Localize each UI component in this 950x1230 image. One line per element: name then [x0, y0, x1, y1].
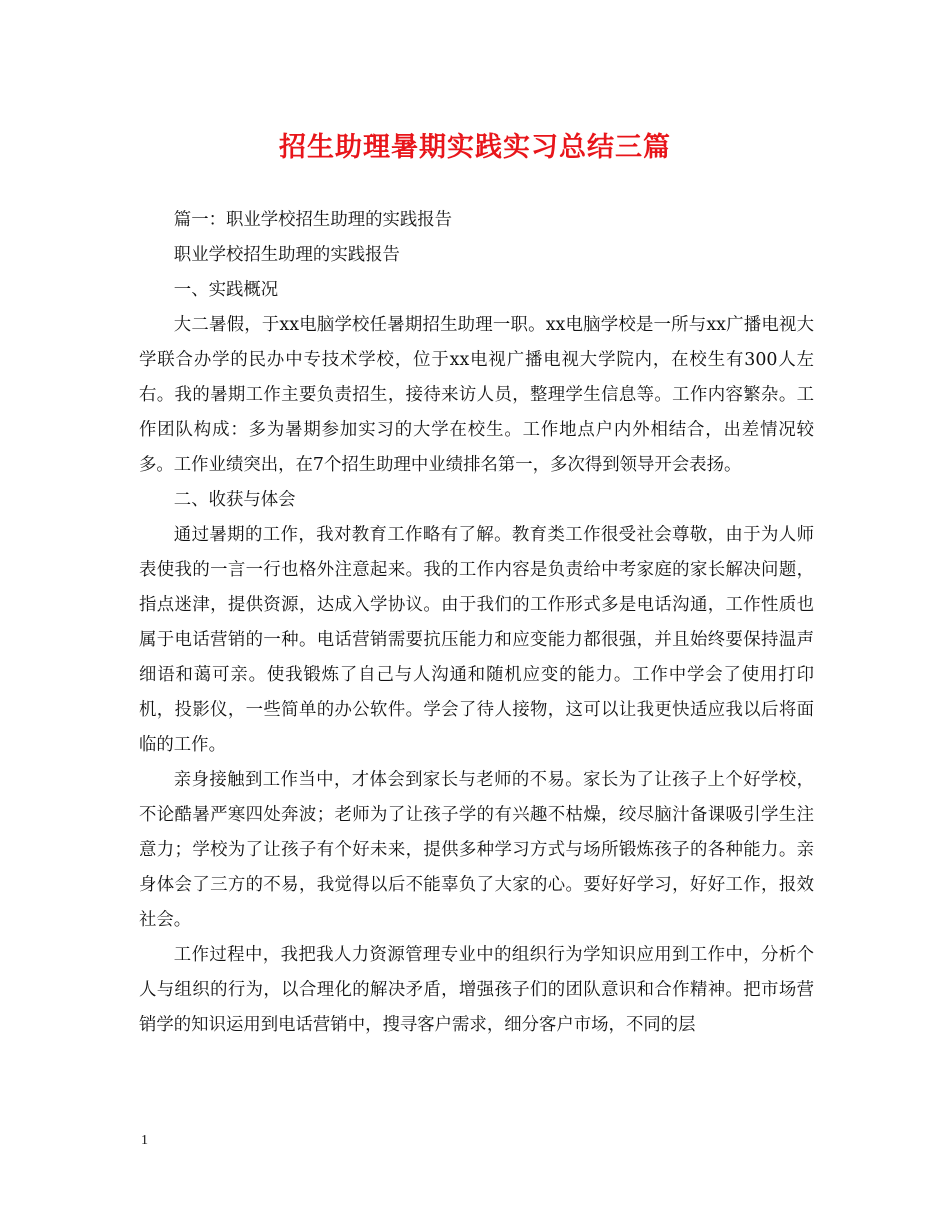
section-heading-part-one: 篇一：职业学校招生助理的实践报告	[173, 210, 453, 230]
document-body	[139, 203, 814, 1043]
paragraph-overview: 大二暑假，于xx电脑学校任暑期招生助理一职。xx电脑学校是一所与xx广播电视大学联合办学的民办中专技术学校，位于xx电视广播电视大学院内，在校生有300人左右。我的暑期工作主要负责招生，接待来访人员，整理学生信息等。工作内容繁杂。工作团队构成：多为暑期参加实习的大学在校生。工作地点户内外相结合，出差情况较多。工作业绩突出，在7个招生助理中业绩排名第一，多次得到领导开会表扬。	[139, 315, 814, 475]
report-title: 职业学校招生助理的实践报告	[173, 245, 400, 265]
section-heading-overview: 一、实践概况	[173, 280, 279, 300]
paragraph-gains-2: 亲身接触到工作当中，才体会到家长与老师的不易。家长为了让孩子上个好学校，不论酷暑严寒四处奔波；老师为了让孩子学的有兴趣不枯燥，绞尽脑汁备课吸引学生注意力；学校为了让孩子有个好未来，提供多种学习方式与场所锻炼孩子的各种能力。亲身体会了三方的不易，我觉得以后不能辜负了大家的心。要好好学习，好好工作，报效社会。	[139, 770, 814, 930]
paragraph-gains-1: 通过暑期的工作，我对教育工作略有了解。教育类工作很受社会尊敬，由于为人师表使我的一言一行也格外注意起来。我的工作内容是负责给中考家庭的家长解决问题，指点迷津，提供资源，达成入学协议。由于我们的工作形式多是电话沟通，工作性质也属于电话营销的一种。电话营销需要抗压能力和应变能力都很强，并且始终要保持温声细语和蔼可亲。使我锻炼了自己与人沟通和随机应变的能力。工作中学会了使用打印机，投影仪，一些简单的办公软件。学会了待人接物，这可以让我更快适应我以后将面临的工作。	[139, 525, 814, 755]
paragraph-gains-3: 工作过程中，我把我人力资源管理专业中的组织行为学知识应用到工作中，分析个人与组织的行为，以合理化的解决矛盾，增强孩子们的团队意识和合作精神。把市场营销学的知识运用到电话营销中，搜寻客户需求，细分客户市场，不同的层	[139, 945, 814, 1035]
document-title: 招生助理暑期实践实习总结三篇	[279, 132, 671, 163]
section-heading-gains: 二、收获与体会	[173, 490, 296, 510]
page-number: 1	[141, 1133, 148, 1148]
